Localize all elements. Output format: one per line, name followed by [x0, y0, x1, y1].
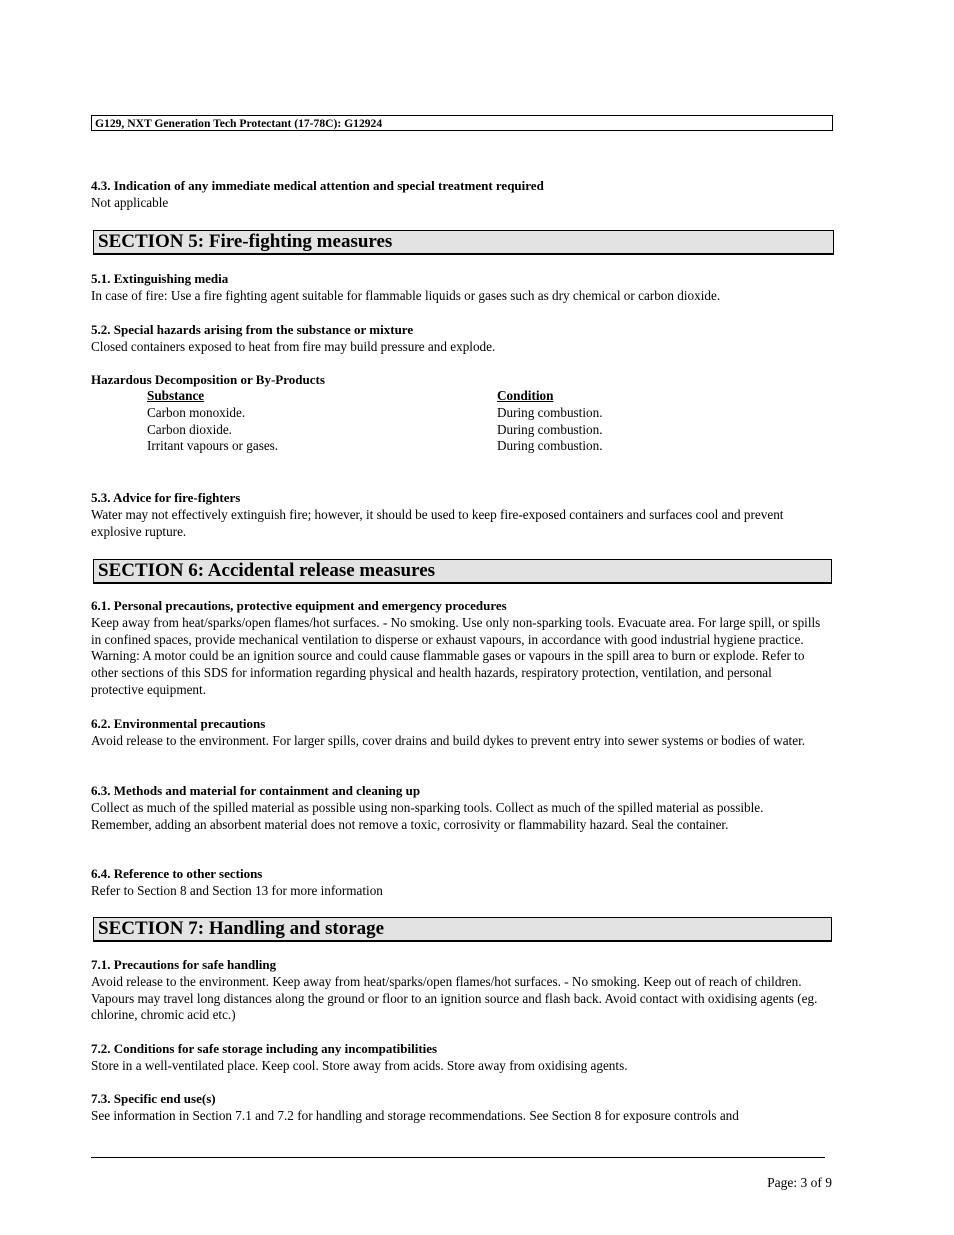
- subsection-text: Water may not effectively extinguish fire; however, it should be used to keep fire-exposed containers and surfaces cool and prevent explosive rupture.: [91, 506, 784, 539]
- table-row: [147, 438, 667, 455]
- column-header-substance: Substance: [147, 388, 205, 403]
- subsection-5-3: [91, 490, 826, 540]
- subsection-title: 4.3. Indication of any immediate medical attention and special treatment required: [91, 178, 544, 193]
- condition-cell: During combustion.: [497, 404, 603, 420]
- column-header-condition: Condition: [497, 388, 554, 403]
- decomposition-table: [147, 388, 667, 455]
- substance-cell: Carbon dioxide.: [147, 421, 232, 437]
- subsection-text: Avoid release to the environment. Keep away from heat/sparks/open flames/hot surfaces. - No smoking. Keep out of reach of children. Vapours may travel long distances along the ground or floor to an ignition source and flash back. Avoid contact with oxidising agents (eg. chlorine, chromic acid etc.): [91, 973, 818, 1023]
- subsection-text: Store in a well-ventilated place. Keep cool. Store away from acids. Store away from oxidising agents.: [91, 1057, 628, 1073]
- section-6-heading: SECTION 6: Accidental release measures: [93, 559, 832, 584]
- subsection-text: Not applicable: [91, 194, 169, 210]
- subsection-text: Keep away from heat/sparks/open flames/hot surfaces. - No smoking. Use only non-sparking tools. Evacuate area. For large spill, or spills in confined spaces, provide mechanical ventilation to disperse or exhaust vapours, in accordance with good industrial hygiene practice. Warning: A motor could be an ignition source and could cause flammable gases or vapours in the spill area to burn or explode. Refer to other sections of this SDS for information regarding physical and health hazards, respiratory protection, ventilation, and personal protective equipment.: [91, 614, 821, 697]
- subsection-title: 6.3. Methods and material for containment and cleaning up: [91, 783, 421, 798]
- section-5-heading: SECTION 5: Fire-fighting measures: [93, 230, 834, 255]
- subsection-text: Refer to Section 8 and Section 13 for more information: [91, 882, 383, 898]
- subsection-6-2: [91, 716, 826, 750]
- footer-divider: [91, 1157, 825, 1158]
- subsection-title: 7.2. Conditions for safe storage including any incompatibilities: [91, 1041, 438, 1056]
- document-header: G129, NXT Generation Tech Protectant (17-78C): G12924: [91, 115, 833, 131]
- subsection-title: 5.2. Special hazards arising from the substance or mixture: [91, 322, 414, 337]
- subsection-7-3: [91, 1091, 826, 1125]
- subsection-6-4: [91, 866, 826, 900]
- decomposition-title-block: [91, 372, 826, 389]
- subsection-text: Collect as much of the spilled material as possible using non-sparking tools. Collect as much of the spilled material as possible. Remember, adding an absorbent material does not remove a toxic, corrosivity or flammability hazard. Seal the container.: [91, 799, 764, 832]
- subsection-title: 5.3. Advice for fire-fighters: [91, 490, 241, 505]
- substance-cell: Irritant vapours or gases.: [147, 438, 279, 454]
- subsection-title: 6.2. Environmental precautions: [91, 716, 266, 731]
- table-row: [147, 422, 667, 439]
- subsection-title: 6.4. Reference to other sections: [91, 866, 263, 881]
- subsection-text: See information in Section 7.1 and 7.2 for handling and storage recommendations. See Section 8 for exposure controls and: [91, 1107, 739, 1123]
- page-number: Page: 3 of 9: [767, 1175, 832, 1190]
- subsection-text: In case of fire: Use a fire fighting agent suitable for flammable liquids or gases such as dry chemical or carbon dioxide.: [91, 287, 721, 303]
- subsection-title: 7.1. Precautions for safe handling: [91, 957, 277, 972]
- subsection-title: 7.3. Specific end use(s): [91, 1091, 216, 1106]
- table-header-row: [147, 388, 667, 405]
- subsection-7-2: [91, 1041, 826, 1075]
- subsection-6-3: [91, 783, 826, 833]
- condition-cell: During combustion.: [497, 421, 603, 437]
- subsection-5-2: [91, 322, 826, 356]
- subsection-title: 5.1. Extinguishing media: [91, 271, 229, 286]
- condition-cell: During combustion.: [497, 438, 603, 454]
- subsection-title: 6.1. Personal precautions, protective equipment and emergency procedures: [91, 598, 507, 613]
- subsection-text: Avoid release to the environment. For larger spills, cover drains and build dykes to prevent entry into sewer systems or bodies of water.: [91, 732, 806, 748]
- substance-cell: Carbon monoxide.: [147, 404, 246, 420]
- subsection-6-1: [91, 598, 826, 699]
- subsection-4-3: [91, 178, 826, 212]
- subsection-7-1: [91, 957, 826, 1024]
- subsection-5-1: [91, 271, 826, 305]
- section-7-heading: SECTION 7: Handling and storage: [93, 917, 832, 942]
- subsection-text: Closed containers exposed to heat from fire may build pressure and explode.: [91, 338, 496, 354]
- table-row: [147, 405, 667, 422]
- decomposition-title: Hazardous Decomposition or By-Products: [91, 372, 325, 387]
